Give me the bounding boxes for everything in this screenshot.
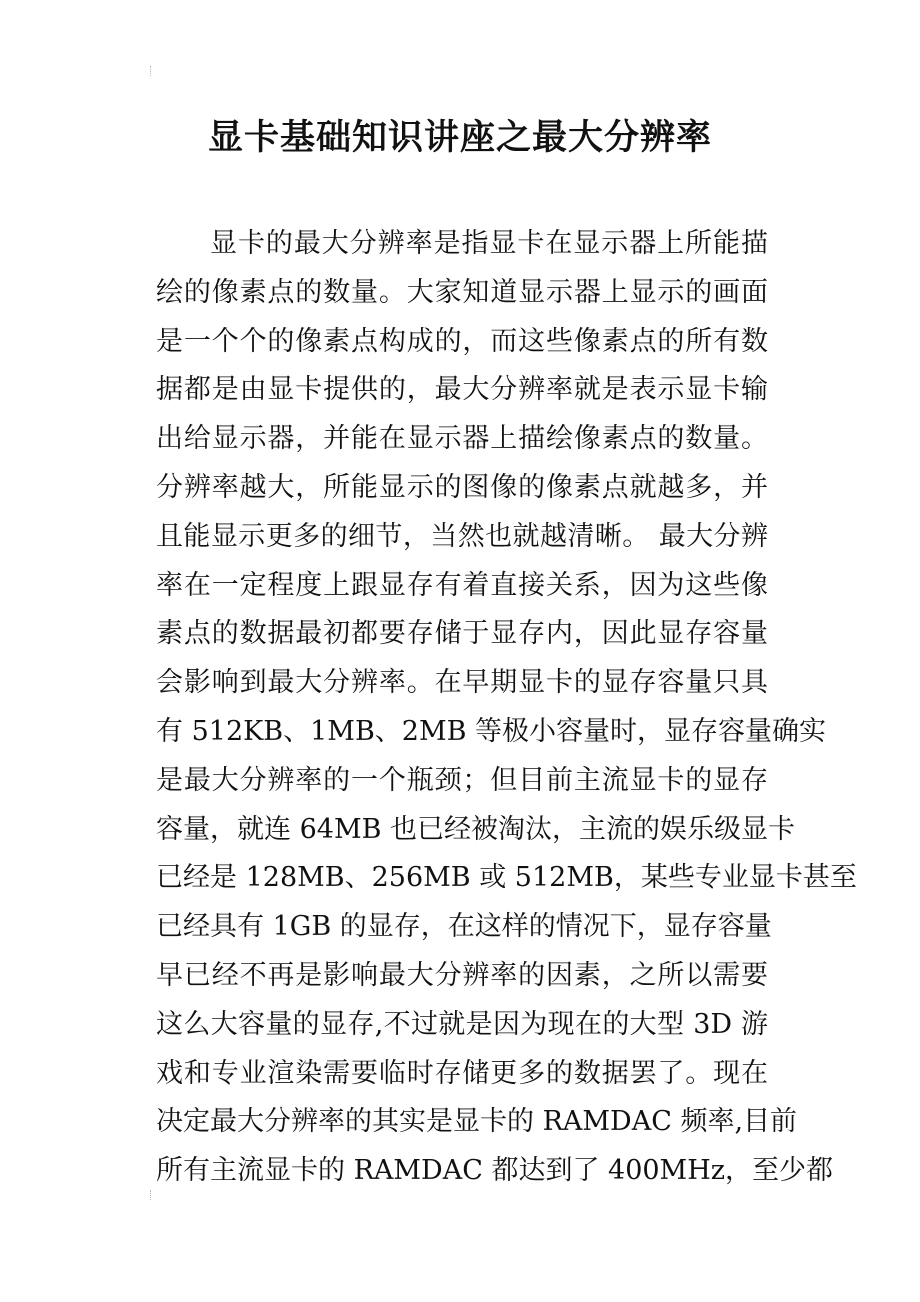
corner-mark-bottom <box>150 1190 157 1200</box>
paragraph-line: 这么大容量的显存,不过就是因为现在的大型 3D 游 <box>156 1008 768 1040</box>
page-title: 显卡基础知识讲座之最大分辨率 <box>207 118 712 158</box>
paragraph-line: 是一个个的像素点构成的，而这些像素点的所有数 <box>156 325 768 357</box>
paragraph-line: 素点的数据最初都要存储于显存内，因此显存容量 <box>156 618 768 650</box>
paragraph-line: 所有主流显卡的 RAMDAC 都达到了 400MHz，至少都 <box>156 1155 833 1187</box>
paragraph-line: 出给显示器，并能在显示器上描绘像素点的数量。 <box>156 423 768 455</box>
paragraph-line: 有 512KB、1MB、2MB 等极小容量时，显存容量确实 <box>156 715 827 747</box>
paragraph-line: 已经具有 1GB 的显存，在这样的情况下，显存容量 <box>156 911 772 943</box>
paragraph-line: 且能显示更多的细节，当然也就越清晰。 最大分辨 <box>156 520 768 552</box>
paragraph-line: 绘的像素点的数量。大家知道显示器上显示的画面 <box>156 276 768 308</box>
paragraph-line: 早已经不再是影响最大分辨率的因素，之所以需要 <box>156 959 768 991</box>
paragraph-line: 率在一定程度上跟显存有着直接关系，因为这些像 <box>156 569 768 601</box>
corner-mark-top <box>150 66 157 76</box>
paragraph-line: 据都是由显卡提供的，最大分辨率就是表示显卡输 <box>156 374 768 406</box>
paragraph-line: 是最大分辨率的一个瓶颈；但目前主流显卡的显存 <box>156 764 768 796</box>
paragraph-line: 已经是 128MB、256MB 或 512MB，某些专业显卡甚至 <box>156 862 857 894</box>
paragraph-line: 决定最大分辨率的其实是显卡的 RAMDAC 频率,目前 <box>156 1106 798 1138</box>
article-paragraph <box>156 220 857 1196</box>
paragraph-line: 戏和专业渲染需要临时存储更多的数据罢了。现在 <box>156 1057 768 1089</box>
paragraph-line: 分辨率越大，所能显示的图像的像素点就越多，并 <box>156 471 768 503</box>
paragraph-line: 显卡的最大分辨率是指显卡在显示器上所能描 <box>210 228 768 259</box>
paragraph-line: 容量，就连 64MB 也已经被淘汰，主流的娱乐级显卡 <box>156 813 796 845</box>
paragraph-line: 会影响到最大分辨率。在早期显卡的显存容量只具 <box>156 667 768 699</box>
